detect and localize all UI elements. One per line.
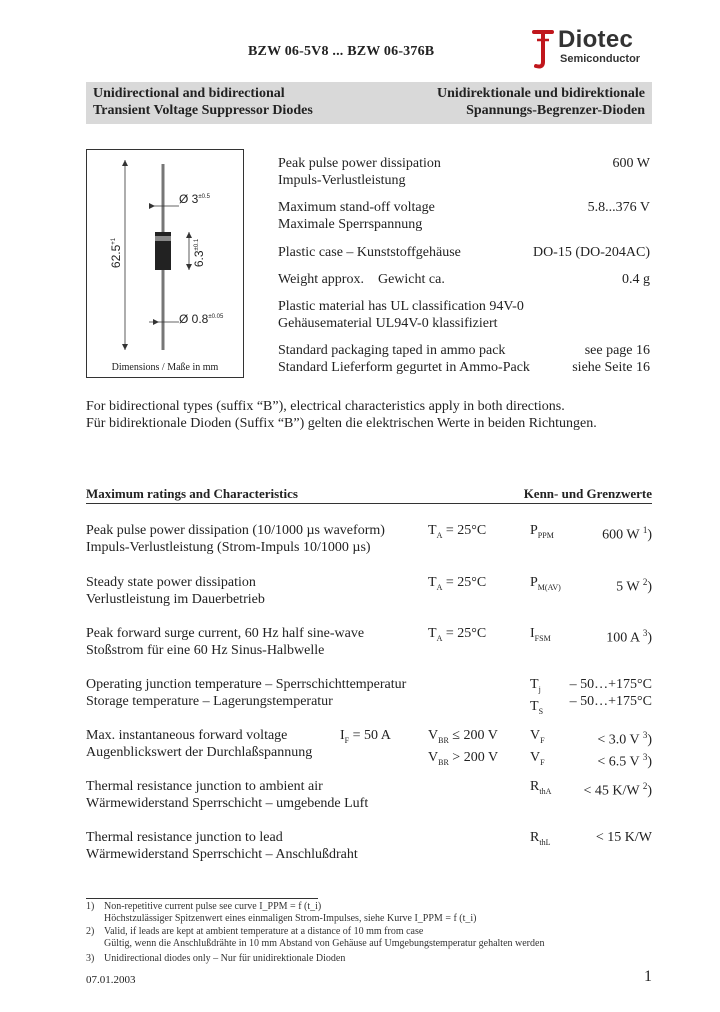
rating-value: – 50…+175°C – 50…+175°C [569,677,652,709]
spec-label-de: Gehäusematerial UL94V-0 klassifiziert [278,316,498,331]
diagram-caption: Dimensions / Maße in mm [111,362,219,373]
rating-symbol: $P_{PPM}$ [530,523,554,540]
logo-sub-text: Semiconductor [560,53,641,65]
rating-value: 600 W $^1$) [602,525,652,543]
dim-lead-diameter: Ø $3^{\pm 0.5}$ [179,192,210,206]
rating-symbol: $T_j$ $T_S$ [530,677,544,716]
rating-label: Thermal resistance junction to lead Wärmewiderstand Sperrschicht – Anschlußdraht [86,830,358,862]
rating-label: Operating junction temperature – Sperrschichttemperatur Storage temperature – Lagerungstemperatur [86,677,407,709]
footnote-mark: 3) [86,953,95,964]
page-number: 1 [644,968,652,985]
footnote-2 [86,926,652,950]
footnote-3 [86,953,652,965]
rating-symbol: $R_{thL}$ [530,830,551,847]
rating-value: < 15 K/W [595,830,652,845]
spec-value-en: see page 16 [584,343,650,358]
spec-label: Standard packaging taped in ammo pack [278,343,506,358]
rating-symbol: $I_{FSM}$ [530,626,551,643]
spec-standoff-voltage [278,199,650,233]
footnote-text: Non-repetitive current pulse see curve I_PPM = f (t_i) Höchstzulässiger Spitzenwert eines einmaligen Strom-Impulses, siehe Kurve I_PPM = f (t_i) [104,901,477,924]
banner-left-line2: Transient Voltage Suppressor Diodes [93,103,313,118]
diotec-logo-icon [528,26,558,70]
rating-value: < 45 K/W $^2$) [583,781,652,799]
dim-body-length: $6.3^{\pm 0.1}$ [192,238,207,268]
spec-value [572,342,650,376]
rating-symbol: $R_{thA}$ [530,779,552,796]
spec-label-de: Standard Lieferform gegurtet in Ammo-Pack [278,360,530,375]
bidirectional-note [86,398,597,432]
document-date: 07.01.2003 [86,974,136,986]
banner-right-line2: Spannungs-Begrenzer-Dioden [466,103,645,118]
title-banner [86,82,652,124]
banner-german [437,85,645,119]
banner-right-line1: Unidirektionale und bidirektionale [437,86,645,101]
spec-weight [278,271,650,288]
banner-left-line1: Unidirectional and bidirectional [93,86,285,101]
rating-label: Max. instantaneous forward voltage Augenblickswert der Durchlaßspannung [86,728,313,760]
package-dimension-drawing [86,149,244,378]
document-title: BZW 06-5V8 ... BZW 06-376B [248,44,435,59]
rating-value: 5 W $^2$) [616,577,652,595]
spec-label: Maximum stand-off voltage [278,200,435,215]
rating-test-current: $I_F = 50$ A [340,728,391,745]
rating-condition: $T_A = 25^\circ C$ [428,523,487,540]
spec-value-de: siehe Seite 16 [572,360,650,375]
rating-label: Steady state power dissipation Verlustleistung im Dauerbetrieb [86,575,265,607]
rating-value: 100 A $^3$) [606,628,652,646]
rating-value: < 3.0 V $^3$) < 6.5 V $^3$) [597,730,652,770]
rating-condition: $T_A = 25^\circ C$ [428,575,487,592]
spec-packaging [278,342,650,376]
spec-label-de: Impuls-Verlustleistung [278,173,406,188]
rating-label: Peak pulse power dissipation (10/1000 µs waveform) Impuls-Verlustleistung (Strom-Impuls 10/1000 µs) [86,523,385,555]
spec-label-de: Maximale Sperrspannung [278,217,423,232]
rating-symbol: $P_{M(AV)}$ [530,575,561,592]
logo-brand-text: Diotec [558,26,634,53]
banner-english [93,85,313,119]
dim-wire-diameter: Ø $0.8^{\pm 0.05}$ [179,312,224,326]
bidirectional-note-en: For bidirectional types (suffix “B”), electrical characteristics apply in both directions. [86,399,565,414]
footnote-divider [86,898,318,899]
spec-value: 0.4 g [622,272,650,287]
bidirectional-note-de: Für bidirektionale Dioden (Suffix “B”) gelten die elektrischen Werte in beiden Richtungen. [86,416,597,431]
spec-label: Plastic case – Kunststoffgehäuse [278,245,461,260]
spec-peak-power [278,155,650,189]
rating-label: Thermal resistance junction to ambient air Wärmewiderstand Sperrschicht – umgebende Luft [86,779,369,811]
spec-ul-class [278,298,650,332]
ratings-divider [86,503,652,504]
rating-label: Peak forward surge current, 60 Hz half sine-wave Stoßstrom für eine 60 Hz Sinus-Halbwelle [86,626,365,658]
dim-total-length: $62.5^{+1}$ [109,237,124,269]
ratings-heading: Maximum ratings and Characteristics [86,486,298,501]
spec-value: 5.8...376 V [587,200,650,215]
spec-label: Weight approx. Gewicht ca. [278,272,445,287]
diotec-logo [528,26,658,70]
rating-condition: $T_A = 25^\circ C$ [428,626,487,643]
spec-label: Plastic material has UL classification 94V-0 [278,299,524,314]
ratings-heading-de: Kenn- und Grenzwerte [523,486,652,501]
spec-value: 600 W [612,156,650,171]
footnote-text: Unidirectional diodes only – Nur für unidirektionale Dioden [104,953,346,964]
rating-symbol: $V_F$ $V_F$ [530,728,545,767]
footnote-1 [86,901,652,925]
footnote-text: Valid, if leads are kept at ambient temperature at a distance of 10 mm from case Gültig, wenn die Anschlußdrähte in 10 mm Abstand von Gehäuse auf Umgebungstemperatur gehalten werden [104,926,545,949]
spec-case [278,244,650,261]
spec-label: Peak pulse power dissipation [278,156,441,171]
rating-condition: $V_{BR} \le 200$ V $V_{BR} > 200$ V [428,728,499,767]
footnote-mark: 2) [86,926,95,937]
footnote-mark: 1) [86,901,95,912]
spec-value: DO-15 (DO-204AC) [532,245,650,260]
